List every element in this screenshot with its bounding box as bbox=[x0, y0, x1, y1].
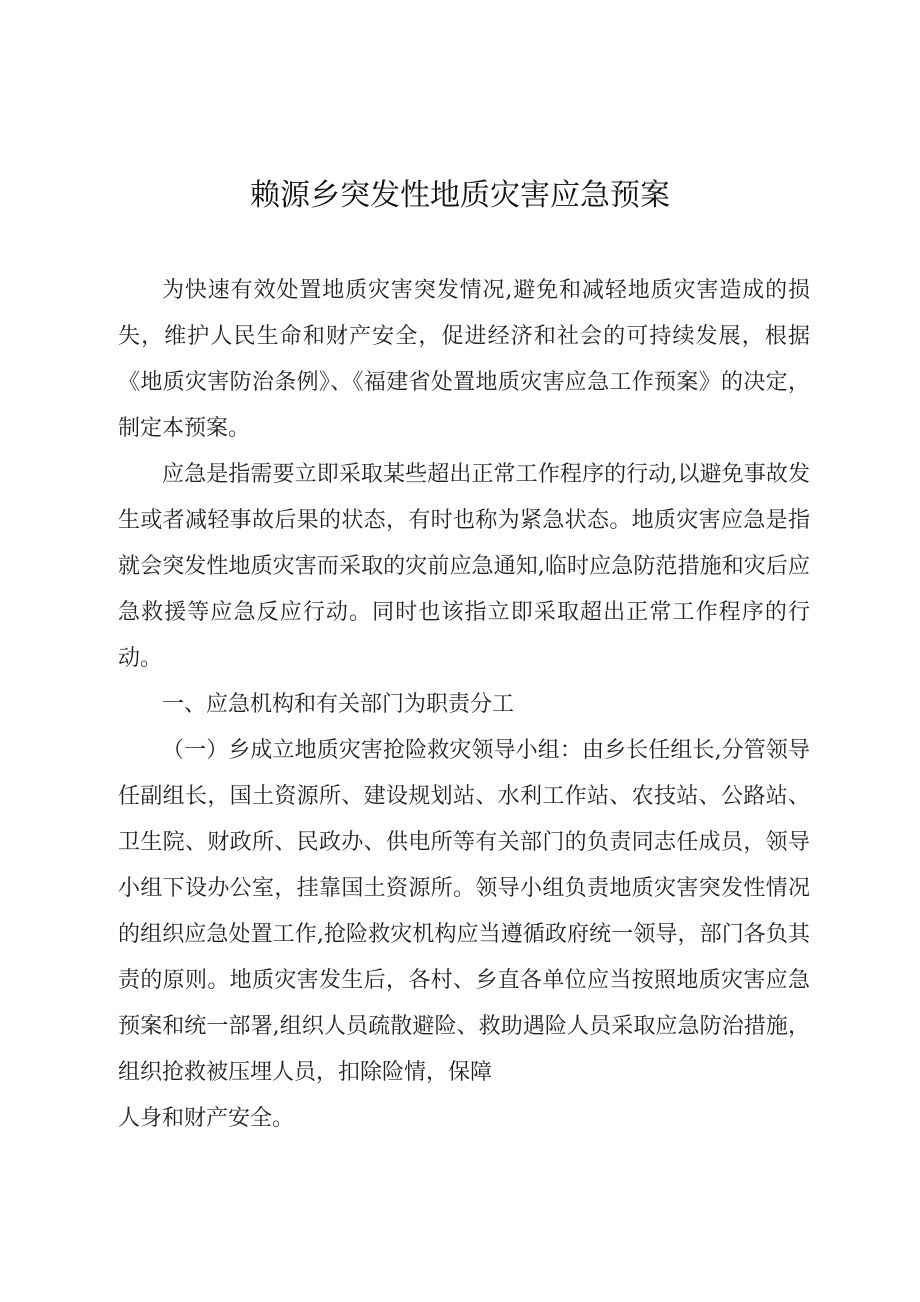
section-heading: 一、应急机构和有关部门为职责分工 bbox=[162, 692, 515, 717]
intro-paragraph: 为快速有效处置地质灾害突发情况,避免和减轻地质灾害造成的损失，维护人民生命和财产安全，促进经济和社会的可持续发展，根据《地质灾害防治条例》、《福建省处置地质灾害应急工作预案》的决定，制定本预案。 bbox=[118, 278, 810, 441]
document-body bbox=[118, 268, 810, 1142]
tail-line: 人身和财产安全。 bbox=[118, 1106, 295, 1131]
definition-paragraph: 应急是指需要立即采取某些超出正常工作程序的行动,以避免事故发生或者减轻事故后果的状态，有时也称为紧急状态。地质灾害应急是指就会突发性地质灾害而采取的灾前应急通知,临时应急防范措施和灾后应急救援等应急反应行动。同时也该指立即采取超出正常工作程序的行动。 bbox=[118, 462, 810, 671]
subsection-paragraph: （一）乡成立地质灾害抢险救灾领导小组：由乡长任组长,分管领导任副组长，国土资源所、建设规划站、水利工作站、农技站、公路站、卫生院、财政所、民政办、供电所等有关部门的负责同志任成员，领导小组下设办公室，挂靠国土资源所。领导小组负责地质灾害突发性情况的组织应急处置工作,抢险救灾机构应当遵循政府统一领导，部门各负其责的原则。地质灾害发生后，各村、乡直各单位应当按照地质灾害应急预案和统一部署,组织人员疏散避险、救助遇险人员采取应急防治措施，组织抢救被压埋人员，扣除险情，保障 bbox=[118, 738, 810, 1085]
document-title: 赖源乡突发性地质灾害应急预案 bbox=[250, 178, 670, 213]
